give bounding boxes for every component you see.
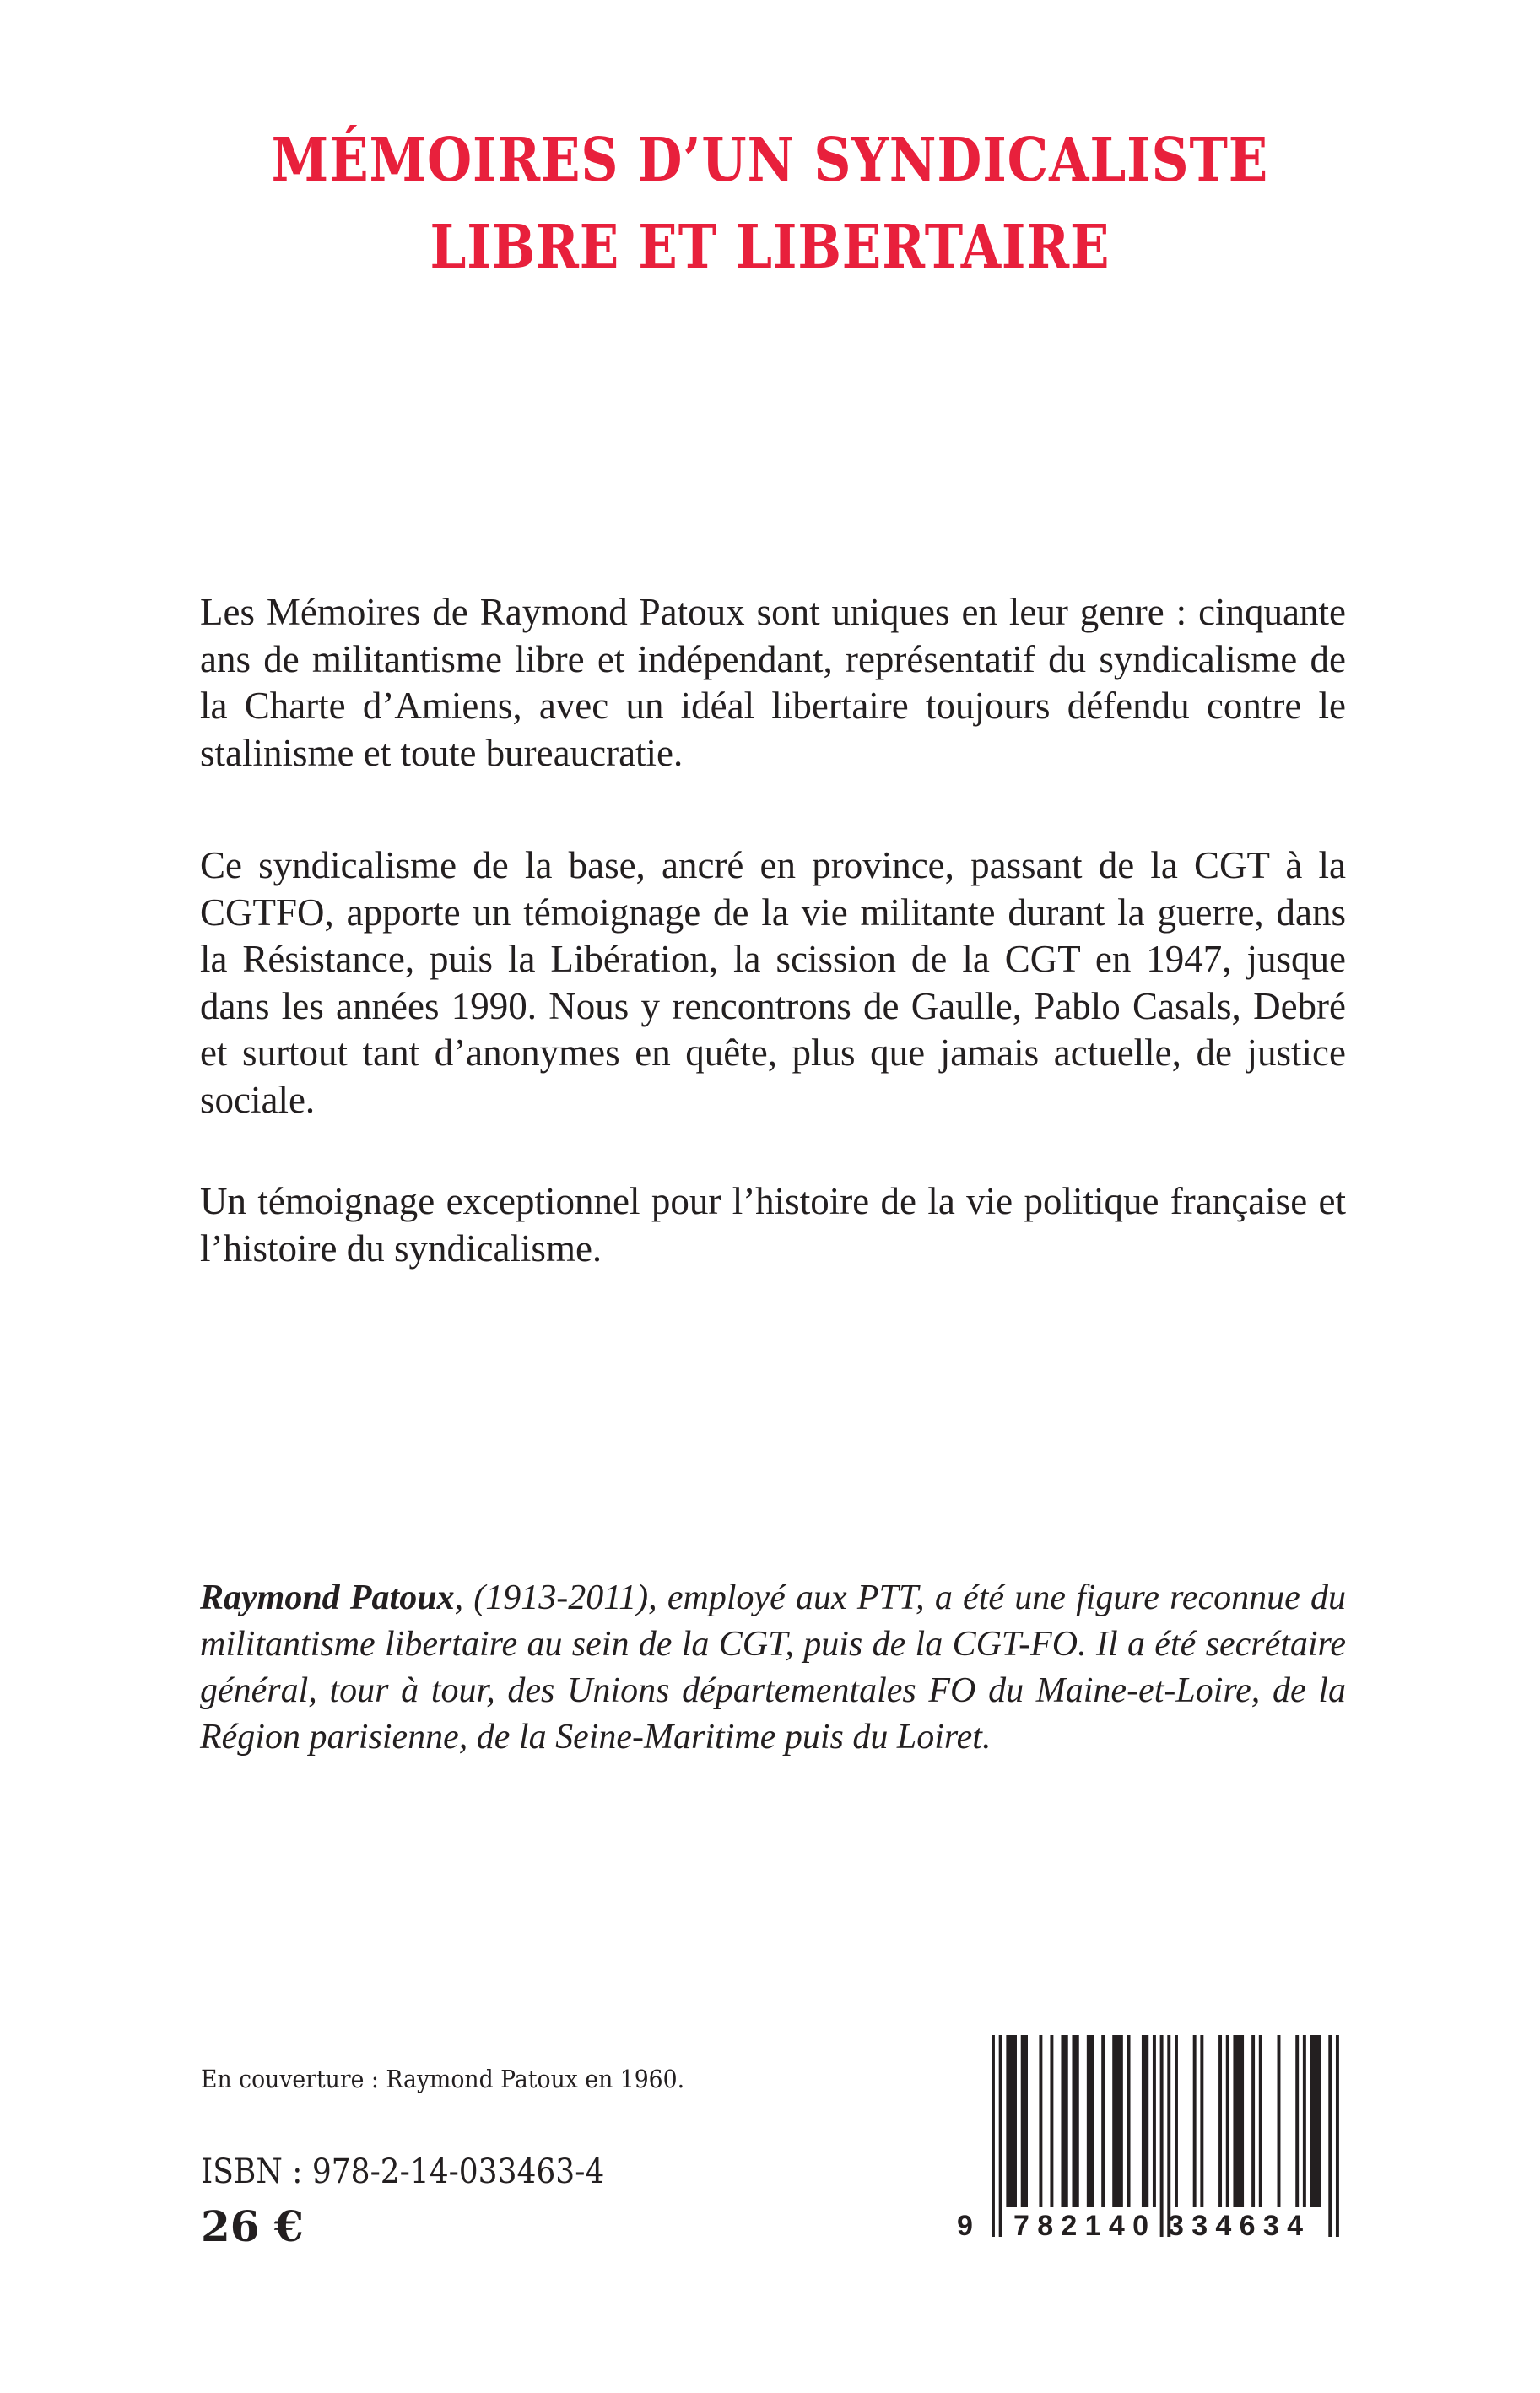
barcode-guard-bar [992,2035,995,2237]
barcode-bar [1218,2035,1222,2207]
barcode-bars [992,2035,1339,2237]
barcode-bar [1193,2035,1197,2207]
author-bio-text: , (1913-2011), employé aux PTT, a été une figure reconnue du militantisme libertaire au sein de la CGT, puis de la CGT-FO. Il a été secrétaire général, tour à tour, des Unions départementales FO du Maine-et-Loire, de la Région parisienne, de la Seine-Maritime puis du Loiret. [200,1578,1347,1757]
barcode-bar [1021,2035,1028,2207]
isbn-barcode [954,2030,1350,2245]
barcode-bar [1251,2035,1255,2207]
barcode-bar [1072,2035,1078,2207]
blurb-paragraph-2: Ce syndicalisme de la base, ancré en province, passant de la CGT à la CGTFO, apporte un témoignage de la vie militante durant la guerre, dans la Résistance, puis la Libération, la scission de la CGT en 1947, jusque dans les années 1990. Nous y rencontrons de Gaulle, Pablo Casals, Debré et surtout tant d’anonymes en quête, plus que jamais actuelle, de justice sociale. [200,844,1346,1121]
barcode-bar [1127,2035,1131,2207]
barcode-bar [1226,2035,1229,2207]
barcode-bar [1006,2035,1017,2207]
book-title-line-1: MÉMOIRES D’UN SYNDICALISTE [271,124,1269,195]
barcode-bar [1278,2035,1281,2207]
barcode-bar [1175,2035,1178,2207]
barcode-bar [1259,2035,1262,2207]
barcode-guard-bar [1336,2035,1339,2237]
barcode-guard-bar [999,2035,1002,2237]
barcode-guard-bar [1328,2035,1332,2237]
barcode-lead-digit: 9 [957,2210,973,2242]
price: 26 € [201,2201,304,2251]
book-title-line-2: LIBRE ET LIBERTAIRE [430,211,1110,282]
barcode-bar [1303,2035,1306,2207]
blurb-paragraph-1: Les Mémoires de Raymond Patoux sont uniques en leur genre : cinquante ans de militantisme libre et indépendant, représentatif du syndicalisme de la Charte d’Amiens, avec un idéal libertaire toujours défendu contre le stalinisme et toute bureaucratie. [200,591,1346,774]
barcode-guard-bar [1160,2035,1164,2237]
blurb-paragraph-3: Un témoignage exceptionnel pour l’histoire de la vie politique française et l’histoire du syndicalisme. [200,1180,1346,1270]
cover-photo-credit: En couverture : Raymond Patoux en 1960. [201,2065,685,2093]
barcode-right-digits: 334634 [1168,2210,1303,2242]
barcode-bar [1050,2035,1053,2207]
barcode-bar [1200,2035,1203,2207]
barcode-bar [1061,2035,1067,2207]
barcode-bar [1153,2035,1156,2207]
author-bio [200,1575,1346,1761]
barcode-bar [1101,2035,1105,2207]
isbn: ISBN : 978-2-14-033463-4 [201,2152,605,2191]
barcode-bar [1112,2035,1123,2207]
barcode-bar [1142,2035,1148,2207]
barcode-guard-bar [1167,2035,1170,2237]
barcode-bar [1039,2035,1042,2207]
barcode-bar [1087,2035,1094,2207]
barcode-bar [1233,2035,1244,2207]
barcode-graphic [954,2030,1350,2245]
barcode-bar [1310,2035,1321,2207]
book-title [108,116,1433,290]
barcode-left-digits: 782140 [1013,2210,1148,2242]
author-name: Raymond Patoux [200,1578,455,1617]
barcode-bar [1295,2035,1299,2207]
